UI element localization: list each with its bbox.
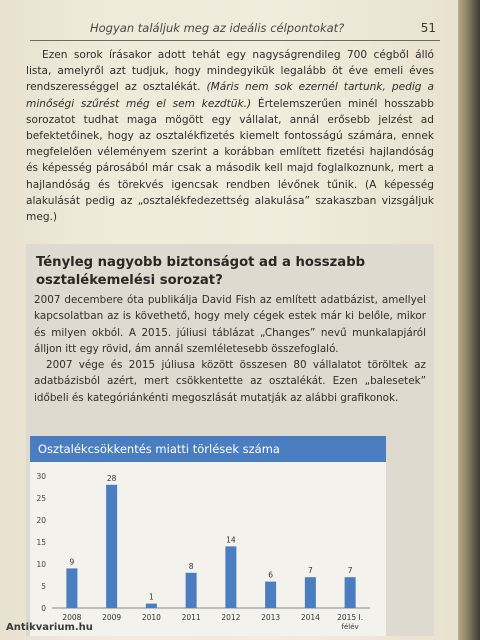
watermark: Antikvarium.hu xyxy=(6,622,93,633)
data-label: 6 xyxy=(268,570,274,580)
y-tick-label: 15 xyxy=(36,538,46,547)
y-tick-label: 10 xyxy=(36,560,46,569)
page-header xyxy=(30,20,440,41)
paragraph xyxy=(26,47,434,225)
box-paragraph: 2007 decembere óta publikálja David Fish az említett adatbázist, amellyel kapcsolatban az is követhető, hogy mely cégek estek már ki belőle, mikor és milyen okból. A 2015. júliusi táblázat „Changes” nevű munkalapjáról álljon itt egy rövid, ám annál szemléletesebb összefoglaló. xyxy=(34,294,426,355)
bar xyxy=(345,577,356,608)
paragraph-text: Értelemszerűen minél hosszabb sorozatot tudhat maga mögött egy vállalat, annál erősebb jelzést ad befektetőinek, hogy az osztalékfizetés kiemelt fontosságú számára, ennek megfelelően véleményem szerint a korábban említett fizetési hajlandóság és képesség párosából már csak a második kell majd foglalkoznunk, mert a hajlandóság és törekvés igencsak rendben lévőnek tűnik. (A képesség alakulását pedig az „osztalékfedezettség alakulása” szakaszban vizsgáljuk meg.) xyxy=(26,97,434,224)
bar xyxy=(265,582,276,608)
running-title: Hogyan találjuk meg az ideális célpontokat? xyxy=(90,21,345,35)
bar-chart xyxy=(30,462,386,636)
data-label: 8 xyxy=(188,561,194,571)
paragraph-text: Ezen sorok írásakor adott tehát egy nagyságrendileg 700 cégből álló lista, amelyről azt tudjuk, hogy mindegyikük legalább öt éve emeli éves rendszerességgel az osztalékát. xyxy=(26,49,434,94)
x-tick-label: 2012 xyxy=(221,613,241,622)
y-tick-label: 25 xyxy=(36,494,46,503)
y-tick-label: 5 xyxy=(41,582,46,591)
page-number: 51 xyxy=(420,21,436,35)
bar xyxy=(305,577,316,608)
box-title: Tényleg nagyobb biztonságot ad a hosszabb osztalékemelési sorozat? xyxy=(36,255,366,288)
main-text xyxy=(26,47,434,225)
bar xyxy=(66,568,77,608)
x-tick-label: 2015 I. xyxy=(337,613,364,622)
x-tick-label: 2010 xyxy=(141,613,161,622)
data-label: 7 xyxy=(307,566,313,576)
y-tick-label: 0 xyxy=(41,604,46,613)
y-tick-label: 20 xyxy=(36,516,46,525)
data-label: 7 xyxy=(347,566,353,576)
data-label: 1 xyxy=(148,592,154,602)
x-tick-label: 2008 xyxy=(62,613,82,622)
x-tick-label: 2009 xyxy=(102,613,122,622)
x-tick-label: félév xyxy=(341,623,359,631)
chart-title: Osztalékcsökkentés miatti törlések száma xyxy=(38,442,280,456)
data-label: 28 xyxy=(106,473,117,483)
x-tick-label: 2011 xyxy=(181,613,201,622)
x-tick-label: 2013 xyxy=(261,613,281,622)
bar xyxy=(186,573,197,608)
box-paragraph: 2007 vége és 2015 júliusa között összesen 80 vállalatot töröltek az adatbázisból azért, mert csökkentette az osztalékát. Ezen „balesetek” időbeli és kategóriánkénti megoszlását mutatják az alábbi grafikonok. xyxy=(34,359,426,404)
data-label: 9 xyxy=(69,557,75,567)
book-spine xyxy=(458,0,480,640)
bar xyxy=(146,604,157,608)
chart-svg xyxy=(30,462,386,636)
y-tick-label: 30 xyxy=(36,472,46,481)
bar xyxy=(106,485,117,608)
paragraph-italic: (Máris nem sok ezernél tartunk, pedig a minőségi szűrést még el sem kezdtük.) xyxy=(26,81,434,110)
data-label: 14 xyxy=(226,535,236,545)
chart-title-bar xyxy=(30,436,386,462)
box-text xyxy=(34,292,426,406)
sidebar-box xyxy=(26,244,434,636)
bar xyxy=(225,546,236,608)
x-tick-label: 2014 xyxy=(300,613,320,622)
